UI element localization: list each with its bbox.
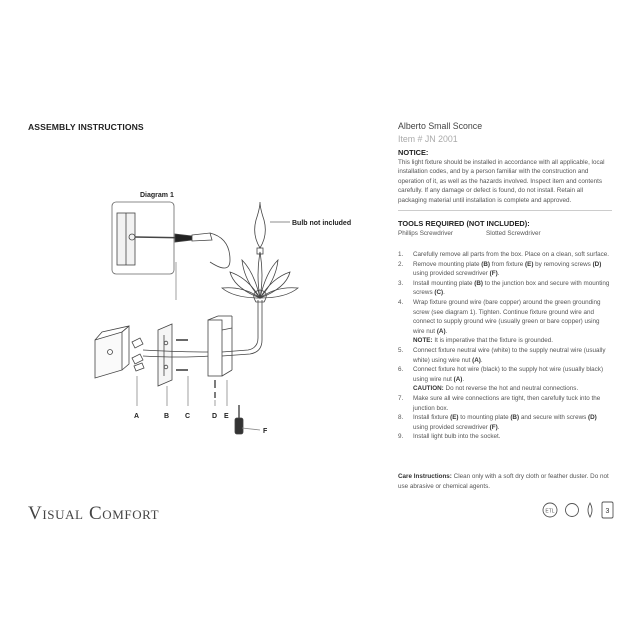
notice-heading: NOTICE: (398, 148, 429, 157)
ul-badge-icon (566, 504, 579, 517)
step-number: 4. (398, 298, 404, 306)
tool-item: Phillips Screwdriver (398, 230, 453, 237)
step-number: 7. (398, 394, 404, 402)
step-number: 3. (398, 279, 404, 287)
step-text: Make sure all wire connections are tight, then carefully tuck into the junction box. (413, 394, 601, 412)
part-label-b: B (164, 413, 170, 420)
step-number: 5. (398, 346, 404, 354)
section-divider (398, 210, 612, 211)
step-text: Remove mounting plate (B) from fixture (E) by removing screws (D) using provided screwdriver (F). (413, 260, 602, 278)
part-label-c: C (185, 413, 191, 420)
step-number: 1. (398, 251, 404, 258)
tools-heading: TOOLS REQUIRED (NOT INCLUDED): (398, 219, 530, 228)
brand-logo: Visual Comfort (28, 503, 160, 524)
step-number: 9. (398, 433, 404, 441)
step-text: Carefully remove all parts from the box. Place on a clean, soft surface. (413, 251, 609, 258)
part-label-e: E (224, 413, 229, 420)
step-number (398, 336, 413, 346)
step-text: Wrap fixture ground wire (bare copper) around the green grounding screw (see diagram 1). Tighten. Continue fixture ground wire and connect to supply ground wire (usually green or bare copper) using wire nut (A). (413, 298, 601, 335)
step-item (398, 432, 612, 442)
bulb-shape-icon (588, 503, 592, 517)
assembly-diagram (80, 180, 370, 450)
step-item (398, 250, 612, 260)
step-text: Connect fixture hot wire (black) to the supply hot wire (usually black) using wire nut (A). (413, 366, 604, 383)
step-item (398, 394, 612, 413)
step-item (398, 260, 612, 279)
step-text: CAUTION: Do not reverse the hot and neutral connections. (413, 385, 579, 393)
item-number: Item # JN 2001 (398, 134, 458, 144)
step-number: 6. (398, 366, 404, 374)
certification-badges (540, 498, 615, 522)
step-item (398, 413, 612, 432)
step-number: 2. (398, 260, 404, 268)
care-instructions (398, 472, 612, 491)
step-item (398, 365, 612, 384)
diagram1-title: Diagram 1 (140, 192, 174, 199)
svg-text:ETL: ETL (545, 508, 555, 515)
care-label: Care Instructions: (398, 473, 452, 480)
step-text: Connect fixture neutral wire (white) to the supply neutral wire (usually white) using wire nut (A). (413, 346, 606, 364)
step-number (398, 384, 413, 394)
lotus-shade (222, 252, 298, 302)
notice-text: This light fixture should be installed in accordance with all applicable, local installation codes, and by a person familiar with the construction and operation of it, as well as the hazards involved. Inspect item and contents carefully. If any damage or defect is found, do not install. Retain all packaging material until installation is complete and approved. (398, 159, 605, 204)
part-label-a: A (134, 413, 140, 420)
step-text: NOTE: It is imperative that the fixture is grounded. (413, 337, 553, 345)
step-item (398, 298, 612, 336)
steps-list (398, 250, 612, 442)
step-note (398, 336, 612, 346)
step-text: Install fixture (E) to mounting plate (B) and secure with screws (D) using provided screwdriver (F). (413, 414, 597, 431)
part-label-d: D (212, 413, 218, 420)
part-label-f: F (263, 428, 268, 435)
care-text: Clean only with a soft dry cloth or feather duster. Do not use abrasive or chemical agents. (398, 473, 609, 490)
step-caution (398, 384, 612, 394)
step-item (398, 279, 612, 298)
step-number: 8. (398, 414, 404, 422)
bulb-label: Bulb not included (292, 220, 352, 227)
page-number: 3 (605, 508, 610, 515)
tool-item: Slotted Screwdriver (486, 230, 541, 237)
step-item (398, 346, 612, 365)
assembly-title: ASSEMBLY INSTRUCTIONS (28, 122, 144, 132)
step-text: Install mounting plate (B) to the junction box and secure with mounting screws (C). (413, 279, 610, 297)
step-text: Install light bulb into the socket. (413, 433, 501, 441)
product-name: Alberto Small Sconce (398, 121, 483, 131)
